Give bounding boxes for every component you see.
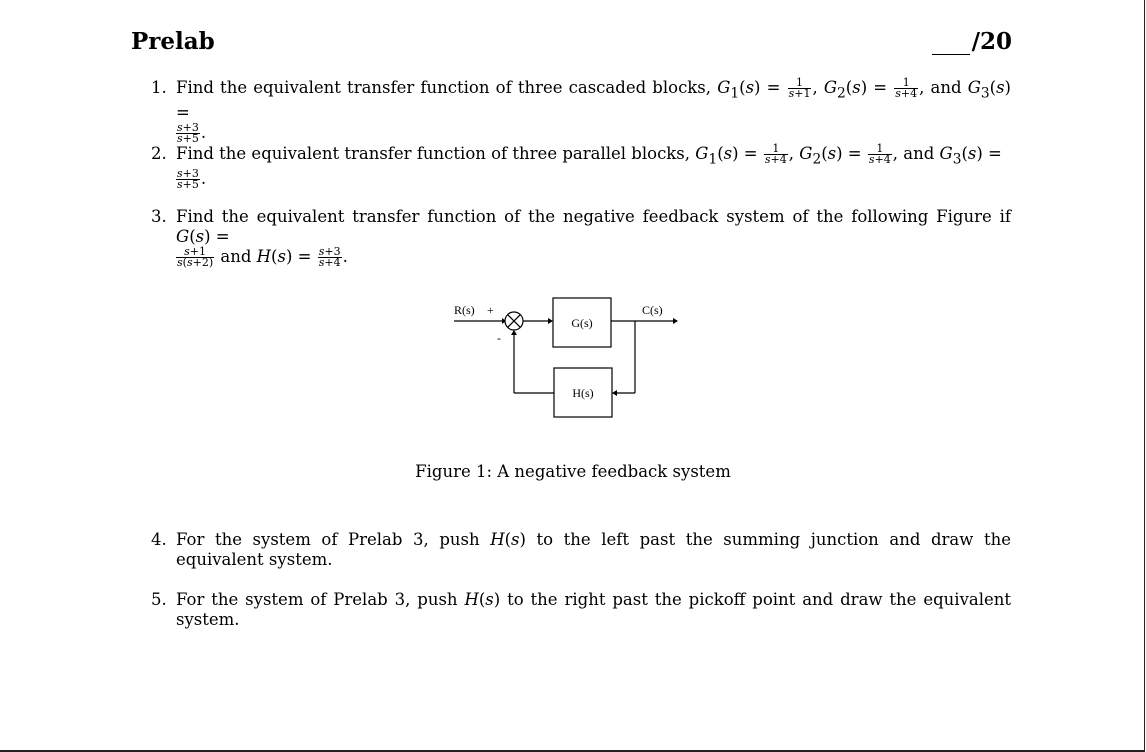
output-label: C(s) xyxy=(642,303,663,317)
score-total: /20 xyxy=(971,28,1012,55)
figure-caption: Figure 1: A negative feedback system xyxy=(415,462,731,481)
question-text-a: For the system of Prelab 3, push xyxy=(176,530,480,549)
feedback-arrow xyxy=(511,330,517,335)
score-field xyxy=(932,28,1012,55)
question-text-a: For the system of Prelab 3, push xyxy=(176,590,458,609)
question-text: For the system of Prelab 3, push H(s) to the left past the summing junction and draw the equivalent system. xyxy=(176,530,1011,569)
page-title: Prelab xyxy=(131,28,215,55)
question-number: 4. xyxy=(151,530,167,549)
feedback-diagram xyxy=(440,290,700,430)
question-4 xyxy=(151,530,1011,570)
summing-junction xyxy=(505,312,523,330)
question-lead: Find the equivalent transfer function of three parallel blocks, xyxy=(176,144,691,163)
input-label: R(s) xyxy=(454,303,475,317)
error-arrow xyxy=(548,318,553,324)
question-number: 2. xyxy=(151,144,167,163)
question-number: 5. xyxy=(151,590,167,609)
question-number: 3. xyxy=(151,207,167,226)
question-lead: Find the equivalent transfer function of the negative feedback system of the following Figure if xyxy=(176,207,1011,226)
minus-sign: - xyxy=(497,331,501,345)
question-3 xyxy=(151,207,1011,268)
question-lead: Find the equivalent transfer function of three cascaded blocks, xyxy=(176,78,712,97)
feedback-input-arrow xyxy=(612,390,617,396)
plus-sign: + xyxy=(487,303,494,317)
question-text: Find the equivalent transfer function of the negative feedback system of the following Figure if G(s) = $\frac{s+1}{s(s+2)}$ and H(s) = $\frac{s+3}{s+4}$ . xyxy=(176,207,1011,269)
question-text: Find the equivalent transfer function of three parallel blocks, $G_1(s)$ = $\frac{1}{s+4}$ , $G_2(s)$ = $\frac{1}{s+4}$ , and $G_3(s)$ = $\frac{s+3}{s+5}$ . xyxy=(176,142,1002,192)
forward-block-label: G(s) xyxy=(571,316,593,330)
question-text-b: to the left past the summing junction and draw the equivalent system. xyxy=(176,530,1011,569)
question-5 xyxy=(151,590,1011,630)
question-text: For the system of Prelab 3, push H(s) to the right past the pickoff point and draw the equivalent system. xyxy=(176,590,1012,629)
score-blank[interactable] xyxy=(932,32,970,55)
question-text-b: to the right past the pickoff point and draw the equivalent system. xyxy=(176,590,1012,629)
feedback-block-label: H(s) xyxy=(572,386,594,400)
question-2 xyxy=(151,144,1011,190)
question-number: 1. xyxy=(151,78,167,97)
question-text: Find the equivalent transfer function of three cascaded blocks, $G_1(s)$ = $\frac{1}{s+1}$ , $G_2(s)$ = $\frac{1}{s+4}$ , and $G_3(s)$ = $\frac{s+3}{s+5}$ . xyxy=(176,76,1011,146)
output-arrow xyxy=(673,318,678,324)
question-1 xyxy=(151,78,1011,144)
